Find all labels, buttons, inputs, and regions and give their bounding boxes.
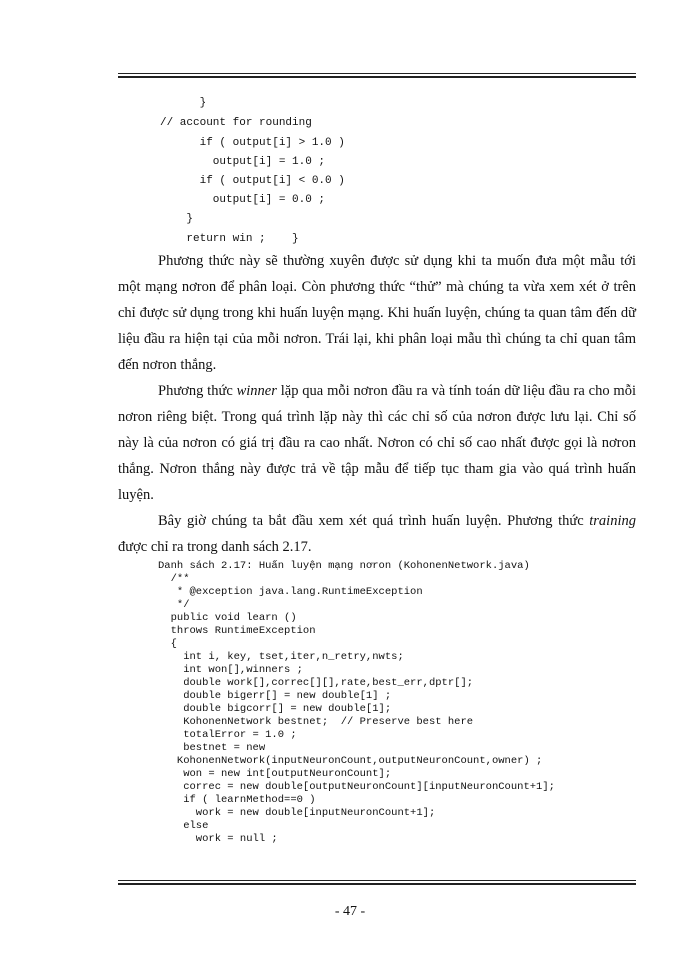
code-line: * @exception java.lang.RuntimeException <box>158 586 423 598</box>
code-line: */ <box>158 599 190 611</box>
code-line: work = new double[inputNeuronCount+1]; <box>158 807 436 819</box>
code-line: throws RuntimeException <box>158 625 316 637</box>
code-line: { <box>158 638 177 650</box>
body-text <box>118 248 636 560</box>
paragraph-1: Phương thức này sẽ thường xuyên được sử dụng khi ta muốn đưa một mẫu tới một mạng nơron để phân loại. Còn phương thức “thử” mà chúng ta vừa xem xét ở trên chỉ được sử dụng trong khi huấn luyện mạng. Khi huấn luyện, chúng ta quan tâm đến dữ liệu đầu ra hiện tại của mỗi nơron. Trái lại, khi phân loại mẫu thì chúng ta chỉ quan tâm đến nơron thắng. <box>118 253 636 373</box>
paragraph-2 <box>118 378 636 508</box>
page-number: - 47 - <box>334 904 366 919</box>
code-line: /** <box>158 573 190 585</box>
code-line: output[i] = 0.0 ; <box>160 194 326 206</box>
paragraph-3-text: Bây giờ chúng ta bắt đầu xem xét quá trình huấn luyện. Phương thức <box>158 513 590 529</box>
code-line: won = new int[outputNeuronCount]; <box>158 768 392 780</box>
listing-caption: Danh sách 2.17: Huấn luyện mạng nơron (KohonenNetwork.java) <box>158 560 530 572</box>
code-line: public void learn () <box>158 612 297 624</box>
code-line: KohonenNetwork bestnet; // Preserve best here <box>158 716 474 728</box>
code-line: } <box>160 97 207 109</box>
code-line: work = null ; <box>158 833 278 845</box>
code-line: if ( learnMethod==0 ) <box>158 794 316 806</box>
paragraph-2-text-cont: lặp qua mỗi nơron đầu ra và tính toán dữ liệu đầu ra cho mỗi nơron riêng biệt. Trong quá trình lặp này thì các chỉ số của nơron được lưu lại. Chỉ số này là của nơron có giá trị đầu ra cao nhất. Nơron có chỉ số cao nhất được gọi là nơron thắng. Nơron thắng này được trả về tập mẫu để tiếp tục tham gia vào quá trình huấn luyện. <box>118 383 636 503</box>
code-line: // account for rounding <box>160 117 312 129</box>
paragraph-3 <box>118 508 636 560</box>
code-line: } <box>160 213 194 225</box>
code-line: output[i] = 1.0 ; <box>160 156 326 168</box>
paragraph-2-emphasis: winner <box>236 383 277 399</box>
code-line: correc = new double[outputNeuronCount][inputNeuronCount+1]; <box>158 781 555 793</box>
code-line: int i, key, tset,iter,n_retry,nwts; <box>158 651 404 663</box>
code-line: double work[],correc[][],rate,best_err,dptr[]; <box>158 677 474 689</box>
paragraph-3-emphasis: training <box>589 513 636 529</box>
footer-rule <box>118 880 636 885</box>
code-line: if ( output[i] < 0.0 ) <box>160 175 345 187</box>
code-line: if ( output[i] > 1.0 ) <box>160 137 345 149</box>
code-line: double bigcorr[] = new double[1]; <box>158 703 392 715</box>
code-line: int won[],winners ; <box>158 664 303 676</box>
code-line: totalError = 1.0 ; <box>158 729 297 741</box>
code-line: double bigerr[] = new double[1] ; <box>158 690 392 702</box>
code-line: else <box>158 820 209 832</box>
header-rule <box>118 73 636 78</box>
code-line: KohonenNetwork(inputNeuronCount,outputNeuronCount,owner) ; <box>158 755 543 767</box>
code-line: bestnet = new <box>158 742 266 754</box>
code-line: return win ; } <box>160 233 299 245</box>
paragraph-2-text: Phương thức <box>158 383 237 399</box>
paragraph-3-text-cont: được chỉ ra trong danh sách 2.17. <box>118 539 312 555</box>
